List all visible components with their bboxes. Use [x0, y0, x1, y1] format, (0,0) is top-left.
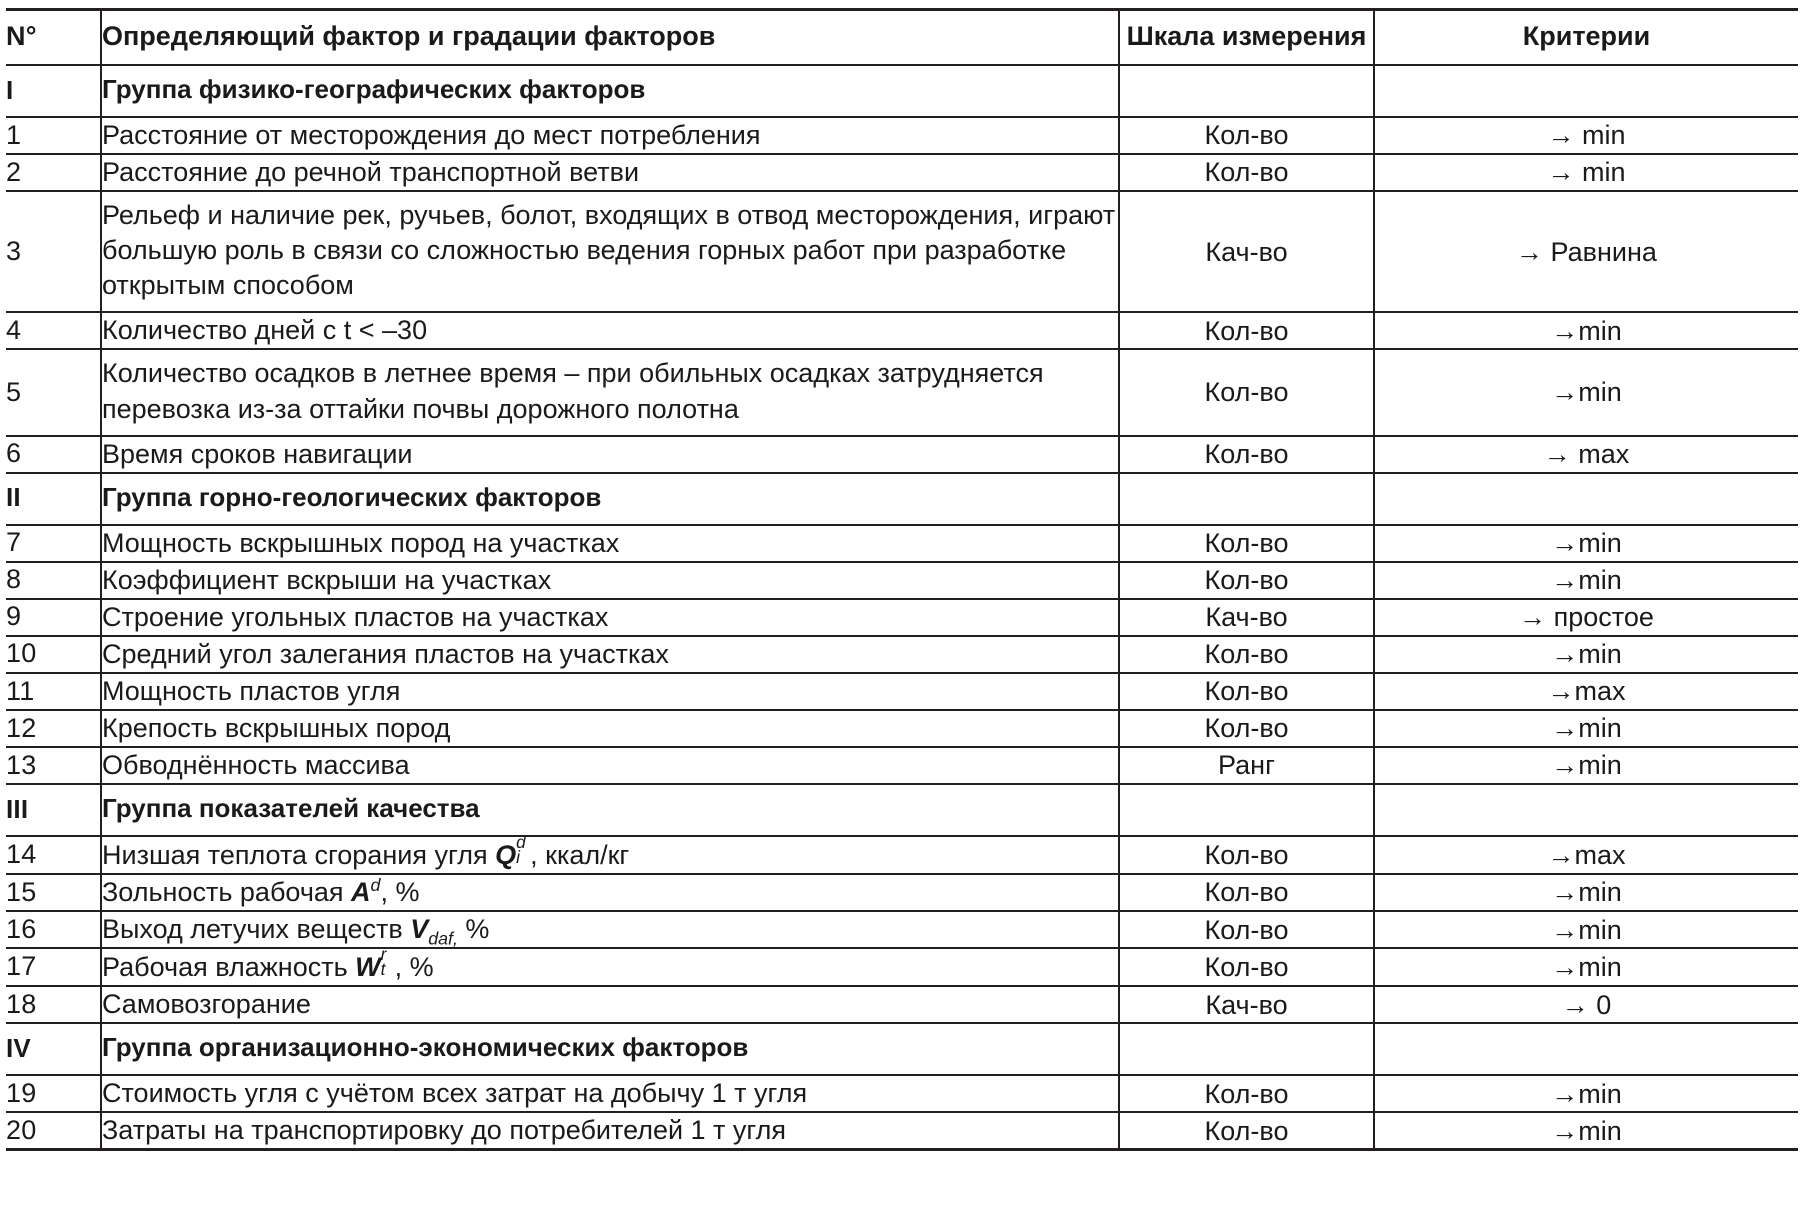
measurement-scale: Кач-во — [1119, 191, 1374, 312]
measurement-scale: Кол-во — [1119, 948, 1374, 986]
formula-variable: W — [355, 952, 381, 983]
measurement-scale: Кол-во — [1119, 1112, 1374, 1150]
measurement-scale: Кол-во — [1119, 312, 1374, 349]
measurement-scale: Кол-во — [1119, 1075, 1374, 1112]
formula-variable: A — [351, 877, 371, 908]
column-header-scale: Шкала измерения — [1119, 10, 1374, 66]
table-row — [6, 312, 1798, 349]
row-number: 3 — [6, 191, 101, 312]
table-group-row — [6, 473, 1798, 525]
column-header-crit: Критерии — [1374, 10, 1798, 66]
formula-superscript: r — [380, 944, 387, 965]
formula-indices — [380, 944, 395, 979]
criterion-value: →min — [1374, 874, 1798, 911]
table-row — [6, 154, 1798, 191]
measurement-scale — [1119, 65, 1374, 117]
table-row — [6, 710, 1798, 747]
table-row — [6, 562, 1798, 599]
group-number: III — [6, 784, 101, 836]
table-row — [6, 948, 1798, 986]
row-number: 7 — [6, 525, 101, 562]
factor-text-pre: Зольность рабочая — [102, 877, 352, 908]
measurement-scale: Кол-во — [1119, 636, 1374, 673]
row-number: 9 — [6, 599, 101, 636]
measurement-scale: Кол-во — [1119, 154, 1374, 191]
factor-description: Средний угол залегания пластов на участках — [101, 636, 1119, 673]
criterion-value: → max — [1374, 436, 1798, 473]
factor-description: Мощность вскрышных пород на участках — [101, 525, 1119, 562]
row-number: 8 — [6, 562, 101, 599]
criterion-value: →min — [1374, 636, 1798, 673]
factor-description — [101, 832, 1119, 874]
measurement-scale: Кол-во — [1119, 117, 1374, 154]
criterion-value: →min — [1374, 911, 1798, 948]
criterion-value: → min — [1374, 154, 1798, 191]
criterion-value — [1374, 473, 1798, 525]
factor-description: Рельеф и наличие рек, ручьев, болот, входящих в отвод месторождения, играют большую роль в связи со сложностью ведения горных работ при разработке открытым способом — [101, 191, 1119, 312]
group-title: Группа горно-геологических факторов — [101, 473, 1119, 525]
criterion-value: →max — [1374, 836, 1798, 874]
factor-description: Обводнённость массива — [101, 747, 1119, 784]
table-row — [6, 747, 1798, 784]
measurement-scale: Кол-во — [1119, 911, 1374, 948]
table-group-row — [6, 1023, 1798, 1075]
row-number: 14 — [6, 836, 101, 874]
criterion-value — [1374, 784, 1798, 836]
row-number: 16 — [6, 911, 101, 948]
table-row — [6, 191, 1798, 312]
criterion-value: →min — [1374, 747, 1798, 784]
group-title: Группа показателей качества — [101, 784, 1119, 836]
measurement-scale — [1119, 473, 1374, 525]
measurement-scale — [1119, 1023, 1374, 1075]
column-header-factor: Определяющий фактор и градации факторов — [101, 10, 1119, 66]
row-number: 6 — [6, 436, 101, 473]
factor-description: Затраты на транспортировку до потребителей 1 т угля — [101, 1112, 1119, 1150]
factor-description: Количество осадков в летнее время – при обильных осадках затрудняется перевозка из-за оттайки почвы дорожного полотна — [101, 349, 1119, 435]
criterion-value: →min — [1374, 1112, 1798, 1150]
factor-description: Время сроков навигации — [101, 436, 1119, 473]
factor-description: Стоимость угля с учётом всех затрат на добычу 1 т угля — [101, 1075, 1119, 1112]
criterion-value: →min — [1374, 1075, 1798, 1112]
row-number: 19 — [6, 1075, 101, 1112]
factor-text-post: , % — [394, 952, 434, 983]
factor-description: Расстояние от месторождения до мест потребления — [101, 117, 1119, 154]
factors-table — [6, 8, 1798, 1151]
formula-indices — [516, 832, 530, 867]
row-number: 12 — [6, 710, 101, 747]
row-number: 2 — [6, 154, 101, 191]
factor-description: Расстояние до речной транспортной ветви — [101, 154, 1119, 191]
criterion-value: →max — [1374, 673, 1798, 710]
group-title: Группа организационно-экономических факторов — [101, 1023, 1119, 1075]
measurement-scale: Кол-во — [1119, 349, 1374, 435]
measurement-scale: Кач-во — [1119, 599, 1374, 636]
measurement-scale: Кол-во — [1119, 673, 1374, 710]
table-row — [6, 117, 1798, 154]
row-number: 20 — [6, 1112, 101, 1150]
formula-superscript: d — [370, 875, 381, 896]
table-row — [6, 836, 1798, 874]
formula-subscript: i — [516, 846, 520, 867]
table-row — [6, 636, 1798, 673]
table-row — [6, 911, 1798, 948]
factor-description: Мощность пластов угля — [101, 673, 1119, 710]
criterion-value: → простое — [1374, 599, 1798, 636]
factor-description: Количество дней с t < –30 — [101, 312, 1119, 349]
table-header-row — [6, 10, 1798, 66]
table-row — [6, 436, 1798, 473]
table-row — [6, 599, 1798, 636]
group-number: I — [6, 65, 101, 117]
table-row — [6, 874, 1798, 911]
formula-variable: V — [410, 914, 429, 945]
measurement-scale: Ранг — [1119, 747, 1374, 784]
row-number: 1 — [6, 117, 101, 154]
criterion-value: →min — [1374, 710, 1798, 747]
factor-description — [101, 911, 1119, 948]
table-row — [6, 986, 1798, 1023]
row-number: 18 — [6, 986, 101, 1023]
table-row — [6, 1075, 1798, 1112]
table-row — [6, 1112, 1798, 1150]
factor-text-post: , ккал/кг — [530, 839, 630, 870]
factor-text-post: % — [457, 914, 490, 945]
measurement-scale: Кол-во — [1119, 874, 1374, 911]
group-title: Группа физико-географических факторов — [101, 65, 1119, 117]
criterion-value: → min — [1374, 117, 1798, 154]
row-number: 5 — [6, 349, 101, 435]
measurement-scale: Кол-во — [1119, 562, 1374, 599]
factor-description: Строение угольных пластов на участках — [101, 599, 1119, 636]
formula-subscript: daf, — [428, 928, 458, 949]
formula-superscript: d — [516, 832, 526, 853]
factor-text-pre: Рабочая влажность — [102, 952, 356, 983]
measurement-scale: Кач-во — [1119, 986, 1374, 1023]
row-number: 11 — [6, 673, 101, 710]
factor-text-post: , % — [380, 877, 420, 908]
row-number: 13 — [6, 747, 101, 784]
factor-description: Самовозгорание — [101, 986, 1119, 1023]
row-number: 15 — [6, 874, 101, 911]
row-number: 10 — [6, 636, 101, 673]
factor-description: Коэффициент вскрыши на участках — [101, 562, 1119, 599]
criterion-value — [1374, 65, 1798, 117]
table-row — [6, 673, 1798, 710]
criterion-value: → 0 — [1374, 986, 1798, 1023]
table-row — [6, 525, 1798, 562]
criterion-value: →min — [1374, 948, 1798, 986]
formula-variable: Q — [495, 839, 517, 870]
formula-subscript: t — [380, 958, 386, 979]
factor-text-pre: Низшая теплота сгорания угля — [102, 839, 496, 870]
criterion-value: →min — [1374, 312, 1798, 349]
factor-description: Крепость вскрышных пород — [101, 710, 1119, 747]
column-header-num: N° — [6, 10, 101, 66]
measurement-scale: Кол-во — [1119, 710, 1374, 747]
table-group-row — [6, 784, 1798, 836]
row-number: 17 — [6, 948, 101, 986]
table-row — [6, 349, 1798, 435]
group-number: II — [6, 473, 101, 525]
measurement-scale: Кол-во — [1119, 436, 1374, 473]
factor-text-pre: Выход летучих веществ — [102, 914, 411, 945]
row-number: 4 — [6, 312, 101, 349]
criterion-value: →min — [1374, 349, 1798, 435]
criterion-value: →min — [1374, 562, 1798, 599]
group-number: IV — [6, 1023, 101, 1075]
criterion-value — [1374, 1023, 1798, 1075]
measurement-scale — [1119, 784, 1374, 836]
factor-description — [101, 944, 1119, 986]
criterion-value: →min — [1374, 525, 1798, 562]
table-group-row — [6, 65, 1798, 117]
criterion-value: → Равнина — [1374, 191, 1798, 312]
measurement-scale: Кол-во — [1119, 836, 1374, 874]
measurement-scale: Кол-во — [1119, 525, 1374, 562]
factor-description — [101, 874, 1119, 911]
